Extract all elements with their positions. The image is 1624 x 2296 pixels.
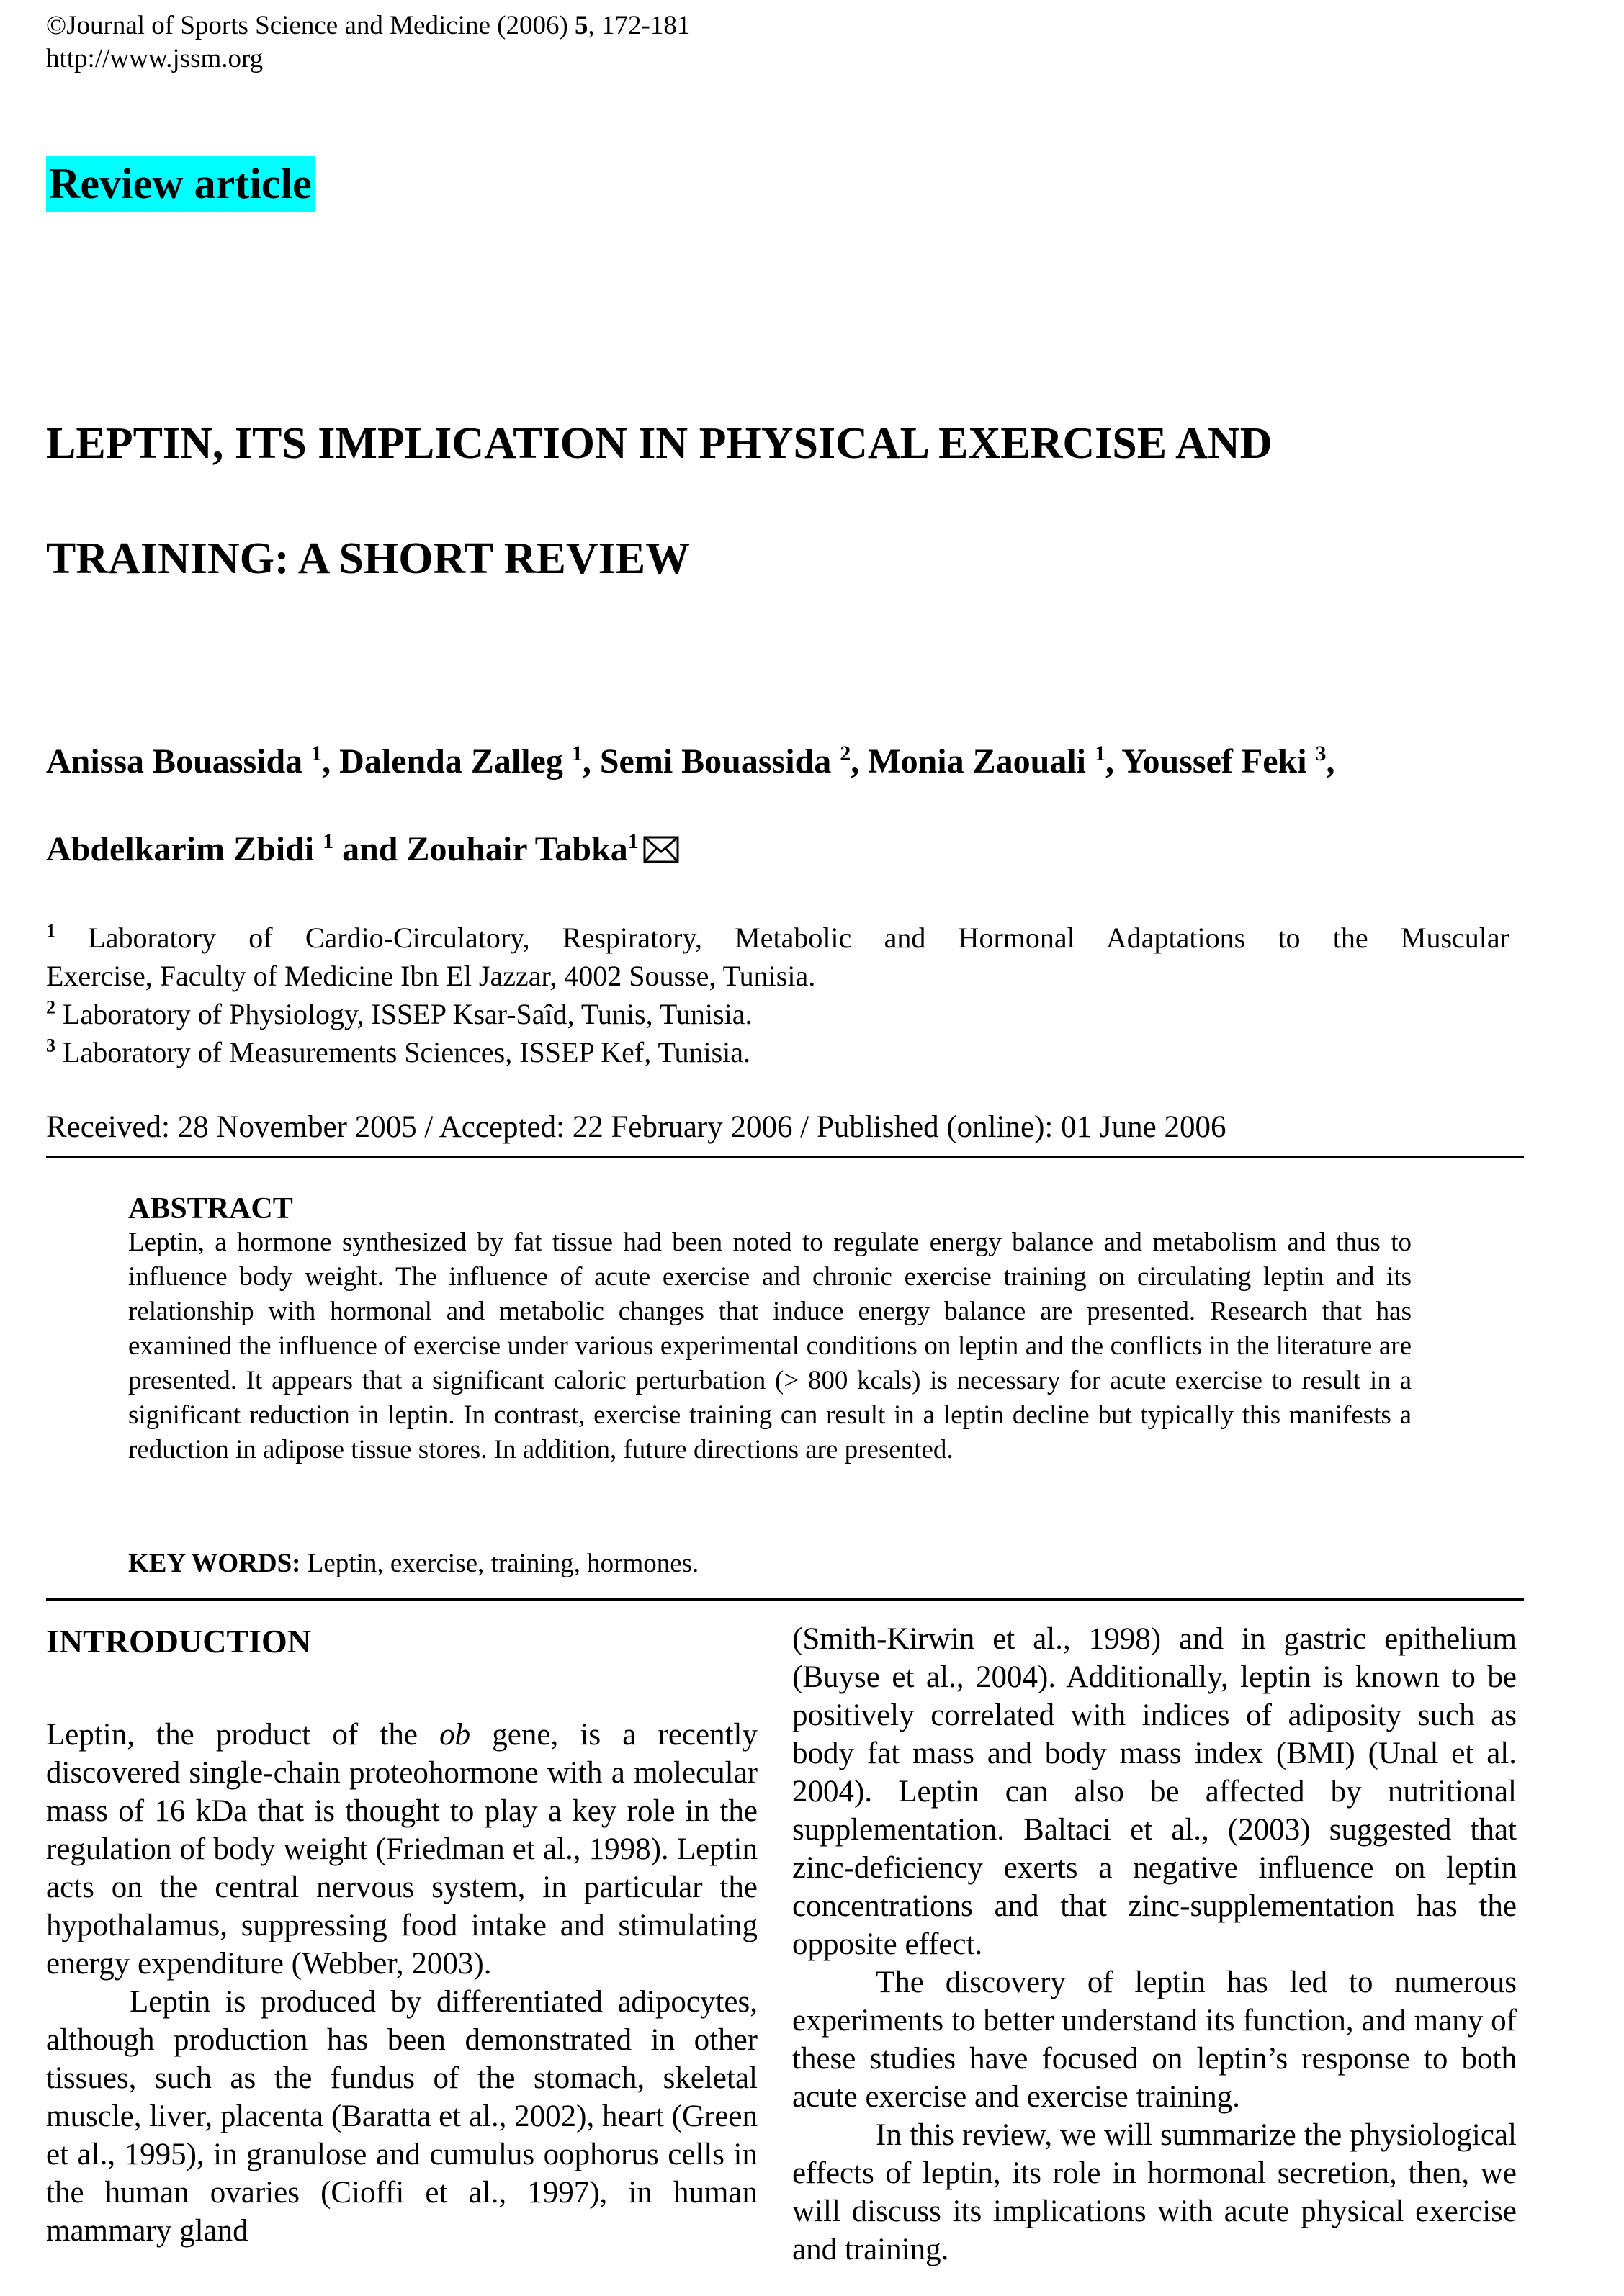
author-list-line-1: Anissa Bouassida $^1$, Dalenda Zalleg $^1$, Semi Bouassida $^2$, Monia Zaouali $^1$, Youssef Feki $^3$,: [46, 742, 1335, 780]
affiliation-2: $^2$ Laboratory of Physiology, ISSEP Ksar-Saîd, Tunis, Tunisia.: [46, 996, 753, 1030]
affiliation-1-line-a: $^1$ Laboratory of Cardio-Circulatory, Respiratory, Metabolic and Hormonal Adaptations to the Muscular: [46, 920, 1509, 954]
author-name: Dalenda Zalleg: [339, 742, 572, 780]
left-column: [46, 1716, 758, 2250]
right-column: [792, 1620, 1517, 2269]
article-title-line-1: LEPTIN, ITS IMPLICATION IN PHYSICAL EXERCISE AND: [46, 419, 1273, 468]
journal-url: http://www.jssm.org: [46, 44, 264, 73]
author-affiliation-number: 1: [627, 829, 639, 853]
divider-bottom: [46, 1598, 1524, 1601]
keywords: KEY WORDS: Leptin, exercise, training, hormones.: [128, 1549, 699, 1578]
abstract-body: Leptin, a hormone synthesized by fat tissue had been noted to regulate energy balance and metabolism and thus to influence body weight. The influence of acute exercise and chronic exercise training on circulating leptin and its relationship with hormonal and metabolic changes that induce energy balance are presented. Research that has examined the influence of exercise under various experimental conditions on leptin and the conflicts in the literature are presented. It appears that a significant caloric perturbation (> 800 kcals) is necessary for acute exercise to result in a significant reduction in leptin. In contrast, exercise training can result in a leptin decline but typically this manifests a reduction in adipose tissue stores. In addition, future directions are presented.: [128, 1228, 1412, 1464]
author-name: Zouhair Tabka: [406, 830, 628, 868]
intro-paragraph-2: Leptin is produced by differentiated adipocytes, although production has been demonstrated in other tissues, such as the fundus of the stomach, skeletal muscle, liver, placenta (Baratta et al., 2002), heart (Green et al., 1995), in granulose and cumulus oophorus cells in the human ovaries (Cioffi et al., 1997), in human mammary gland: [46, 1985, 758, 2248]
introduction-heading: INTRODUCTION: [46, 1623, 312, 1660]
affiliation-1-line-b: Exercise, Faculty of Medicine Ibn El Jazzar, 4002 Sousse, Tunisia.: [46, 960, 816, 992]
author-affiliation-number: 2: [840, 742, 851, 765]
journal-citation: ©Journal of Sports Science and Medicine (2006) 5, 172-181: [46, 11, 691, 40]
author-affiliation-number: 1: [571, 742, 583, 765]
article-type-badge: Review article: [46, 156, 315, 212]
affiliation-3: $^3$ Laboratory of Measurements Sciences, ISSEP Kef, Tunisia.: [46, 1035, 751, 1068]
intro-paragraph-1: Leptin, the product of the ob gene, is a recently discovered single-chain proteohormone with a molecular mass of 16 kDa that is thought to play a key role in the regulation of body weight (Friedman et al., 1998). Leptin acts on the central nervous system, in particular the hypothalamus, suppressing food intake and stimulating energy expenditure (Webber, 2003).: [46, 1718, 758, 1981]
author-affiliation-number: 3: [1315, 742, 1327, 765]
author-name: Anissa Bouassida: [46, 742, 312, 780]
publication-dates: Received: 28 November 2005 / Accepted: 22 February 2006 / Published (online): 01 June 2006: [46, 1110, 1226, 1144]
article-title-line-2: TRAINING: A SHORT REVIEW: [46, 534, 691, 583]
author-affiliation-number: 1: [323, 829, 334, 853]
author-name: Semi Bouassida: [599, 742, 840, 780]
author-name: Monia Zaouali: [868, 742, 1095, 780]
article-type-badge-wrap: [46, 156, 315, 212]
intro-paragraph-5: In this review, we will summarize the physiological effects of leptin, its role in hormonal secretion, then, we will discuss its implications with acute physical exercise and training.: [792, 2118, 1517, 2266]
author-list-line-2: Abdelkarim Zbidi $^1$ and Zouhair Tabka$^1$: [46, 828, 679, 874]
author-name: Youssef Feki: [1121, 742, 1316, 780]
author-affiliation-number: 1: [1094, 742, 1105, 765]
author-affiliation-number: 1: [311, 742, 323, 765]
author-name: Abdelkarim Zbidi: [46, 830, 323, 868]
envelope-icon[interactable]: [643, 831, 679, 874]
divider-top: [46, 1156, 1524, 1158]
abstract-heading: ABSTRACT: [128, 1192, 293, 1225]
intro-paragraph-3: (Smith-Kirwin et al., 1998) and in gastric epithelium (Buyse et al., 2004). Additionally, leptin is known to be positively correlated with indices of adiposity such as body fat mass and body mass index (BMI) (Unal et al. 2004). Leptin can also be affected by nutritional supplementation. Baltaci et al., (2003) suggested that zinc-deficiency exerts a negative influence on leptin concentrations and that zinc-supplementation has the opposite effect.: [792, 1622, 1517, 1961]
intro-paragraph-4: The discovery of leptin has led to numerous experiments to better understand its function, and many of these studies have focused on leptin’s response to both acute exercise and exercise training.: [792, 1966, 1517, 2114]
